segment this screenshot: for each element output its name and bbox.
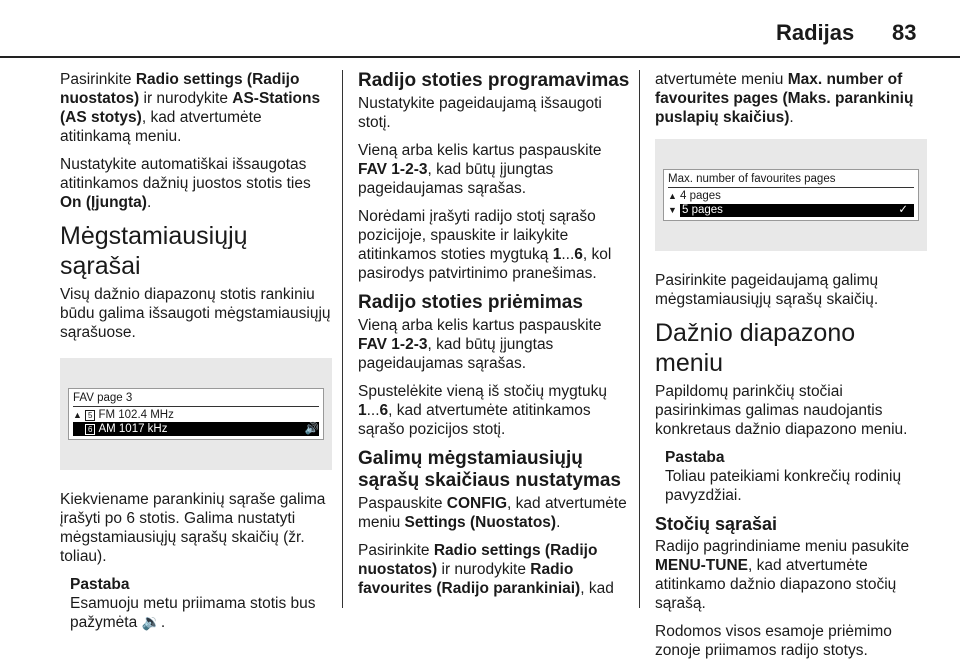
section-heading: Radijo stoties priėmimas — [358, 292, 583, 313]
screen-illustration — [655, 139, 927, 251]
column-2 — [358, 70, 630, 607]
section-heading: Galimų mėgstamiausiųjų sąrašų skaičiaus nustatymas — [358, 448, 621, 491]
paragraph: Kiekviename parankinių sąraše galima įrašyti po 6 stotis. Galima nustatyti mėgstamiausiųjų sąrašų skaičių (žr. toliau). — [60, 491, 326, 565]
paragraph: Vieną arba kelis kartus paspauskite FAV 1-2-3, kad būtų įjungtas pageidaujamas sąrašas. — [358, 317, 602, 372]
note: Pastaba Esamuoju metu priimama stotis bus pažymėta 🔉. — [60, 575, 332, 632]
screen-title: FAV page 3 — [73, 392, 319, 407]
paragraph: Vieną arba kelis kartus paspauskite FAV 1-2-3, kad būtų įjungtas pageidaujamas sąrašas. — [358, 142, 602, 197]
paragraph: Radijo pagrindiniame meniu pasukite MENU-TUNE, kad atvertumėte atitinkamo dažnio diapazono stočių sąrašą. — [655, 538, 910, 612]
page-number: 83 — [892, 20, 917, 45]
checkmark-icon: ✓ — [898, 203, 908, 216]
speaker-icon: 🔉 — [141, 614, 161, 631]
column-1 — [60, 70, 332, 632]
paragraph: atvertumėte meniu Max. number of favourites pages (Maks. parankinių puslapių skaičius). — [655, 71, 914, 126]
paragraph: Spustelėkite vieną iš stočių mygtukų 1...6, kad atvertumėte atitinkamos sąrašo pozicijos stotį. — [358, 383, 607, 438]
section-heading: Mėgstamiausiųjų sąrašai — [60, 222, 248, 280]
arrow-up-icon: ▲ — [73, 409, 82, 420]
screen-illustration — [60, 358, 332, 470]
column-3 — [655, 70, 927, 669]
arrow-up-icon: ▲ — [668, 190, 677, 201]
section-heading: Radijo stoties programavimas — [358, 70, 630, 91]
display-screen — [663, 169, 919, 221]
note-title: Pastaba — [665, 449, 725, 466]
section-heading: Dažnio diapazono meniu — [655, 319, 856, 377]
note: Pastaba Toliau pateikiami konkrečių rodinių pavyzdžiai. — [655, 448, 927, 505]
paragraph: Rodomos visos esamoje priėmimo zonoje priimamos radijo stotys. — [655, 623, 892, 659]
header-rule — [0, 56, 960, 58]
preset-number-box: 5 — [85, 410, 95, 421]
paragraph: Visų dažnio diapazonų stotis rankiniu būdu galima išsaugoti mėgstamiausiųjų sąrašuose. — [60, 286, 331, 341]
paragraph: Paspauskite CONFIG, kad atvertumėte meniu Settings (Nuostatos). — [358, 495, 627, 531]
screen-title: Max. number of favourites pages — [668, 173, 914, 188]
column-divider — [639, 70, 640, 608]
paragraph: Nustatykite pageidaujamą išsaugoti stotį. — [358, 95, 602, 131]
paragraph: Norėdami įrašyti radijo stotį sąrašo pozicijoje, spauskite ir laikykite atitinkamos stoties mygtuką 1...6, kol pasirodys patvirtinimo pranešimas. — [358, 208, 612, 282]
paragraph: Pasirinkite pageidaujamą galimų mėgstamiausiųjų sąrašų skaičių. — [655, 272, 879, 308]
column-divider — [342, 70, 343, 608]
section-heading: Stočių sąrašai — [655, 514, 778, 534]
arrow-down-icon: ▼ — [668, 204, 677, 215]
list-item-selected: 6 AM 1017 kHz 🔊 — [73, 422, 319, 436]
speaker-icon: 🔊 — [304, 422, 319, 435]
chapter-title: Radijas — [776, 20, 855, 45]
paragraph: Pasirinkite Radio settings (Radijo nuostatos) ir nurodykite Radio favourites (Radijo parankiniai), kad — [358, 542, 614, 597]
paragraph: Pasirinkite Radio settings (Radijo nuostatos) ir nurodykite AS-Stations (AS stotys), kad atvertumėte atitinkamą meniu. — [60, 71, 321, 145]
paragraph: Papildomų parinkčių stočiai pasirinkimas galimas naudojantis konkretaus dažnio diapazono meniu. — [655, 383, 908, 438]
list-item: ▲ 5 FM 102.4 MHz — [73, 408, 174, 421]
display-screen — [68, 388, 324, 440]
paragraph: Nustatykite automatiškai išsaugotas atitinkamos dažnių juostos stotis ties On (Įjungta). — [60, 156, 311, 211]
list-item: ▲ 4 pages — [668, 189, 721, 202]
note-title: Pastaba — [70, 576, 130, 593]
preset-number-box: 6 — [85, 424, 95, 435]
list-item-selected: ▼ 5 pages ✓ — [668, 203, 914, 217]
